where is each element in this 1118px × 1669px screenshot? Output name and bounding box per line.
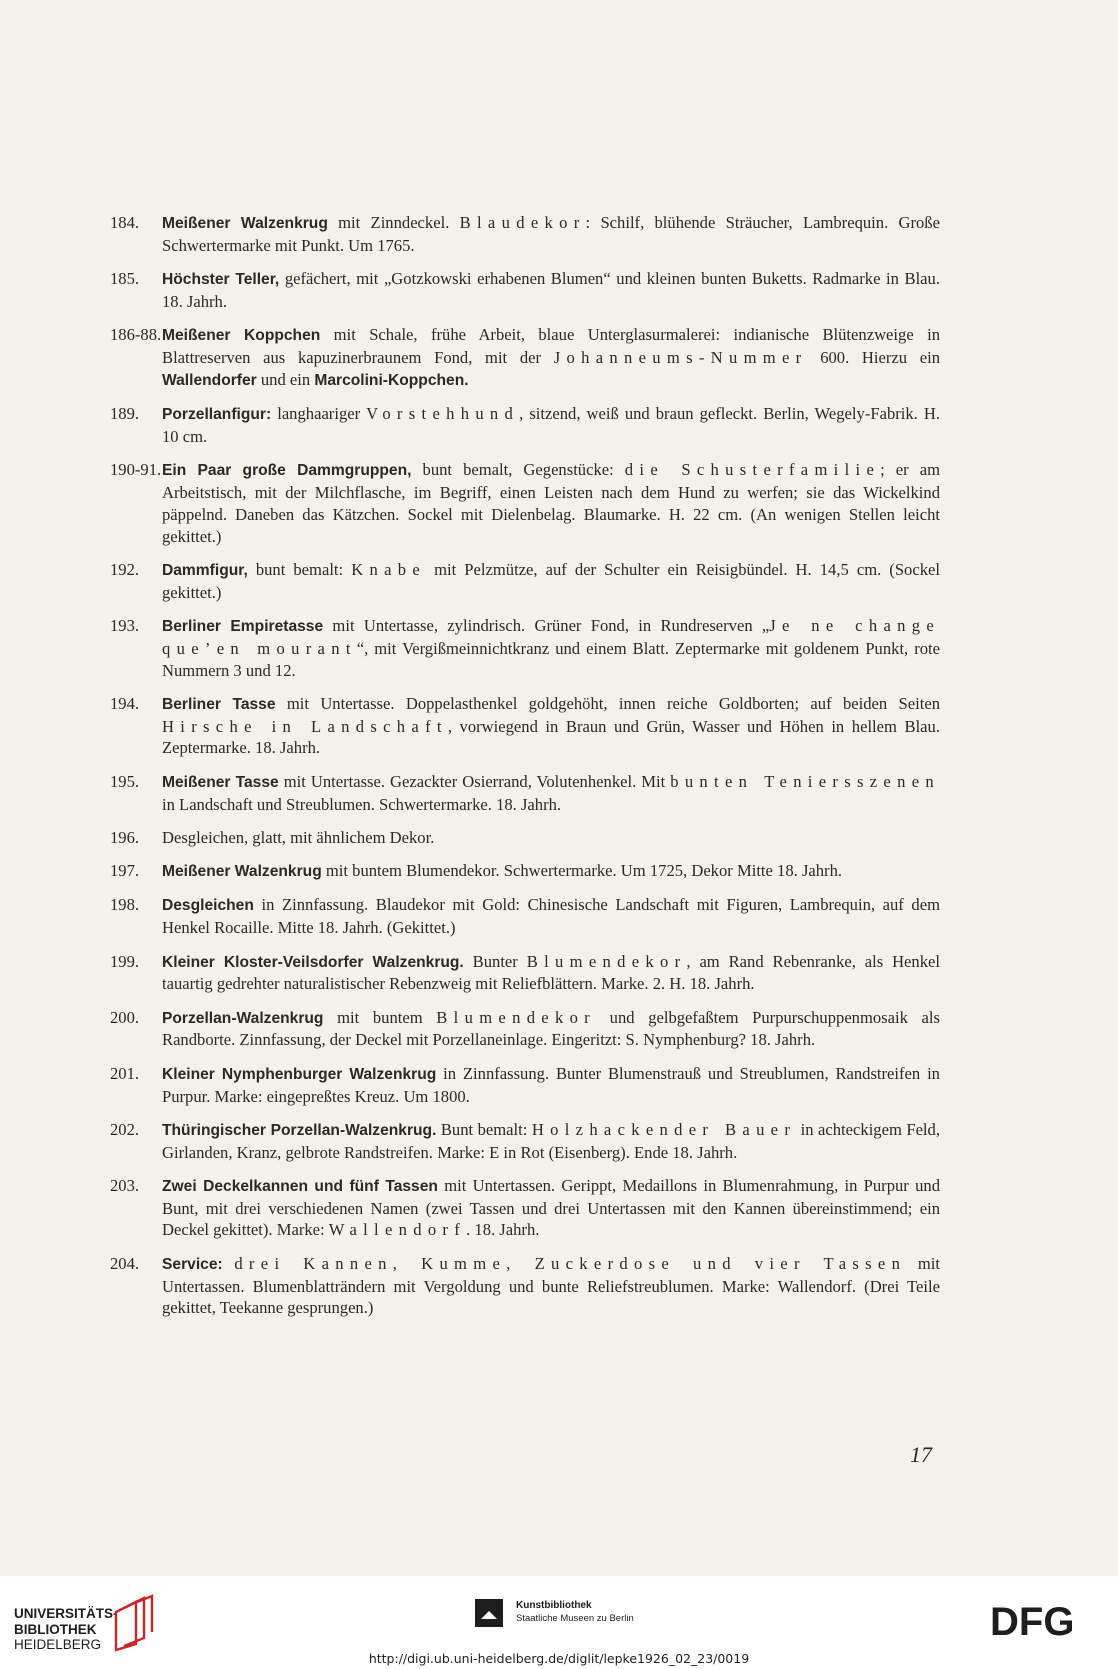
entry-number: 198. xyxy=(110,895,140,915)
catalog-entries xyxy=(110,212,940,1331)
entry-body-text: Bunt bemalt: xyxy=(436,1119,532,1139)
catalog-entry xyxy=(110,324,940,391)
entry-title: Höchster Teller, xyxy=(162,271,280,289)
catalog-entry xyxy=(110,860,940,883)
entry-number: 185. xyxy=(110,269,140,289)
catalog-entry xyxy=(110,1253,940,1319)
entry-text xyxy=(162,1253,940,1319)
entry-number: 201. xyxy=(110,1063,140,1083)
entry-title: Marcolini-Koppchen. xyxy=(314,371,469,389)
entry-text xyxy=(162,459,940,547)
entry-body-text: mit Untertasse. Gezackter Osierrand, Volutenhenkel. Mit xyxy=(278,771,671,791)
ub-line-3: HEIDELBERG xyxy=(14,1637,102,1652)
entry-spaced-text: Blaudekor xyxy=(459,213,586,232)
entry-body-text: langhaariger xyxy=(271,404,367,424)
entry-number: 203. xyxy=(110,1175,140,1195)
entry-spaced-text: Knabe xyxy=(351,559,427,579)
entry-spaced-text: Johanneums-Nummer xyxy=(553,347,808,367)
entry-body-text: in Zinnfassung. Blaudekor mit Gold: Chinesische Landschaft mit Figuren, Lambrequin, auf dem Henkel Rocaille. Mitte 18. Jahrh. (Gekittet.) xyxy=(162,895,940,938)
entry-text xyxy=(162,1063,940,1108)
entry-text xyxy=(162,827,940,849)
entry-spaced-text: Hirsche in Landschaft xyxy=(162,716,448,736)
entry-body-text: bunt bemalt, Gegenstücke: xyxy=(411,460,625,480)
entry-title: Porzellan-Walzenkrug xyxy=(162,1009,324,1027)
entry-number: 204. xyxy=(110,1253,140,1273)
ub-line-2: BIBLIOTHEK xyxy=(14,1621,97,1637)
entry-title: Meißener Walzenkrug xyxy=(162,215,328,232)
entry-text xyxy=(162,615,940,681)
entry-title: Desgleichen xyxy=(162,897,254,915)
entry-number: 202. xyxy=(110,1119,140,1139)
entry-body-text: bunt bemalt: xyxy=(247,559,352,579)
entry-body-text: ; er am Arbeitstisch, mit der Milchflasche, im Begriff, einen Leisten nach dem Hund zu werfen; sie das Wickelkind päppelnd. Daneben das Kätzchen. Sockel mit Dielenbelag. Blaumarke. H. 22 cm. (An wenigen Stellen leicht gekittet.) xyxy=(162,460,940,546)
entry-body-text: mit Pelzmütze, auf der Schulter ein Reisigbündel. H. 14,5 cm. (Sockel gekittet.) xyxy=(162,559,940,602)
source-url: http://digi.ub.uni-heidelberg.de/diglit/lepke1926_02_23/0019 xyxy=(368,1651,750,1666)
page-number: 17 xyxy=(910,1442,932,1467)
entry-body-text: mit buntem xyxy=(323,1007,437,1027)
entry-body-text: , am Rand Rebenranke, als Henkel tauartig gedrehter naturalistischer Rebenzweig mit Reliefblättern. Marke. 2. H. 18. Jahrh. xyxy=(162,951,940,994)
entry-body-text: : Schilf, blühende Sträucher, Lambrequin. Große Schwertermarke mit Punkt. Um 1765. xyxy=(162,213,940,255)
entry-number: 196. xyxy=(110,827,140,847)
catalog-entry xyxy=(110,771,940,816)
catalog-entry xyxy=(110,894,940,939)
entry-body-text: mit Zinndeckel. xyxy=(327,213,460,232)
entry-body-text xyxy=(223,1254,235,1273)
entry-number: 190-91. xyxy=(110,460,162,480)
kb-line-2: Staatliche Museen zu Berlin xyxy=(516,1613,634,1624)
entry-body-text: in Landschaft und Streublumen. Schwertermarke. 18. Jahrh. xyxy=(162,794,562,814)
ub-heidelberg-icon xyxy=(110,1594,158,1652)
catalog-entry xyxy=(110,212,940,257)
entry-text xyxy=(162,212,940,257)
entry-body-text: mit Untertasse, zylindrisch. Grüner Fond, in Rundreserven „ xyxy=(323,615,770,635)
entry-number: 197. xyxy=(110,861,140,881)
catalog-entry xyxy=(110,615,940,681)
catalog-entry xyxy=(110,1119,940,1164)
entry-body-text: und gelbgefaßtem Purpurschuppenmosaik als Randborte. Zinnfassung, der Deckel mit Porzellaneinlage. Eingeritzt: S. Nymphenburg? 18. Jahrh. xyxy=(162,1007,940,1050)
entry-body-text: Bunter xyxy=(463,951,527,971)
catalog-entry xyxy=(110,559,940,604)
entry-body-text: in achteckigem Feld, Girlanden, Kranz, gelbrote Randstreifen. Marke: E in Rot (Eisenberg). Ende 18. Jahrh. xyxy=(162,1119,940,1162)
entry-title: Thüringischer Porzellan-Walzenkrug. xyxy=(162,1121,437,1139)
entry-text xyxy=(162,693,940,759)
entry-title: Meißener Walzenkrug xyxy=(162,863,322,881)
catalog-entry xyxy=(110,1175,940,1241)
entry-text xyxy=(162,1175,940,1241)
entry-body-text: Desgleichen, glatt, mit ähnlichem Dekor. xyxy=(162,827,435,847)
entry-body-text: , sitzend, weiß und braun gefleckt. Berlin, Wegely-Fabrik. H. 10 cm. xyxy=(162,404,940,446)
entry-body-text: “, mit Vergißmeinnichtkranz und einem Blatt. Zeptermarke mit goldenem Punkt, rote Nummern 3 und 12. xyxy=(162,638,940,680)
entry-text xyxy=(162,771,940,816)
entry-text xyxy=(162,324,940,391)
entry-title: Service: xyxy=(162,1255,223,1273)
entry-title: Dammfigur, xyxy=(162,561,248,579)
entry-title: Porzellanfigur: xyxy=(162,406,272,424)
entry-text xyxy=(162,559,940,604)
ub-line-1: UNIVERSITÄTS- xyxy=(14,1606,118,1621)
entry-title: Kleiner Nymphenburger Walzenkrug xyxy=(162,1065,437,1083)
entry-text xyxy=(162,951,940,996)
kunstbibliothek-text xyxy=(516,1599,634,1625)
entry-title: Berliner Empiretasse xyxy=(162,617,324,635)
entry-number: 193. xyxy=(110,615,140,635)
entry-body-text: mit buntem Blumendekor. Schwertermarke. Um 1725, Dekor Mitte 18. Jahrh. xyxy=(321,861,843,881)
entry-body-text: mit Schale, frühe Arbeit, blaue Unterglasurmalerei: indianische Blütenzweige in Blattreserven aus kapuzinerbraunem Fond, mit der xyxy=(162,325,940,367)
entry-title: Wallendorfer xyxy=(162,371,257,389)
kunstbibliothek-icon xyxy=(475,1599,503,1627)
catalog-entry xyxy=(110,693,940,759)
entry-spaced-text: Je ne change que’en mourant xyxy=(162,615,941,658)
entry-title: Ein Paar große Dammgruppen, xyxy=(162,462,412,480)
entry-spaced-text: Blumendekor xyxy=(436,1007,597,1027)
kb-line-1: Kunstbibliothek xyxy=(516,1600,592,1611)
entry-spaced-text: Wallendorf xyxy=(328,1220,467,1240)
entry-number: 184. xyxy=(110,213,140,232)
entry-text xyxy=(162,1119,940,1164)
entry-body-text: mit Untertassen. Blumenblatträndern mit Vergoldung und bunte Reliefstreublumen. Marke: Wallendorf. (Drei Teile gekittet, Teekanne gesprungen.) xyxy=(162,1253,940,1318)
entry-text xyxy=(162,1007,940,1052)
entry-text xyxy=(162,268,940,313)
ub-heidelberg-logo-text xyxy=(14,1606,118,1653)
dfg-logo: DFG xyxy=(990,1600,1075,1644)
entry-spaced-text: bunten Teniersszenen xyxy=(670,771,940,791)
entry-number: 192. xyxy=(110,559,140,579)
entry-number: 195. xyxy=(110,771,140,791)
entry-number: 189. xyxy=(110,404,140,424)
catalog-entry xyxy=(110,459,940,547)
entry-number: 186-88. xyxy=(110,325,162,345)
entry-spaced-text: Holzhackender Bauer xyxy=(531,1119,797,1139)
entry-spaced-text: die Schusterfamilie xyxy=(624,460,881,480)
entry-number: 200. xyxy=(110,1007,140,1027)
entry-spaced-text: Vorstehhund xyxy=(366,404,520,424)
catalog-entry xyxy=(110,403,940,448)
entry-text xyxy=(162,403,940,448)
entry-body-text: gefächert, mit „Gotzkowski erhabenen Blumen“ und kleinen bunten Buketts. Radmarke in Blau. 18. Jahrh. xyxy=(162,269,940,311)
catalog-entry xyxy=(110,1063,940,1108)
catalog-entry xyxy=(110,268,940,313)
catalog-entry xyxy=(110,827,940,849)
entry-spaced-text: Blumendekor xyxy=(526,951,687,971)
entry-title: Kleiner Kloster-Veilsdorfer Walzenkrug. xyxy=(162,953,464,971)
entry-number: 199. xyxy=(110,951,140,971)
entry-body-text: , vorwiegend in Braun und Grün, Wasser und Höhen in hellem Blau. Zeptermarke. 18. Jahrh. xyxy=(162,716,940,758)
entry-body-text: . 18. Jahrh. xyxy=(466,1220,540,1240)
entry-number: 194. xyxy=(110,693,140,713)
entry-body-text: in Zinnfassung. Bunter Blumenstrauß und Streublumen, Randstreifen in Purpur. Marke: eingepreßtes Kreuz. Um 1800. xyxy=(162,1063,940,1106)
entry-title: Zwei Deckelkannen und fünf Tassen xyxy=(162,1177,438,1195)
entry-text xyxy=(162,860,940,883)
entry-text xyxy=(162,894,940,939)
entry-title: Berliner Tasse xyxy=(162,695,276,713)
entry-title: Meißener Tasse xyxy=(162,773,279,791)
catalog-entry xyxy=(110,951,940,996)
entry-body-text: 600. Hierzu ein xyxy=(807,347,941,367)
entry-body-text: mit Untertassen. Gerippt, Medaillons in Blumenrahmung, in Purpur und Bunt, mit drei verschiedenen Namen (zwei Tassen und drei Untertassen mit den Kannen übereinstimmend; ein Deckel gekittet). Marke: xyxy=(162,1175,940,1240)
entry-body-text: und ein xyxy=(256,369,315,389)
catalog-entry xyxy=(110,1007,940,1052)
entry-spaced-text: drei Kannen, Kumme, Zuckerdose und vier Tassen xyxy=(234,1253,907,1273)
entry-body-text: mit Untertasse. Doppelasthenkel goldgehöht, innen reiche Goldborten; auf beiden Seiten xyxy=(275,693,940,713)
entry-title: Meißener Koppchen xyxy=(162,327,321,345)
